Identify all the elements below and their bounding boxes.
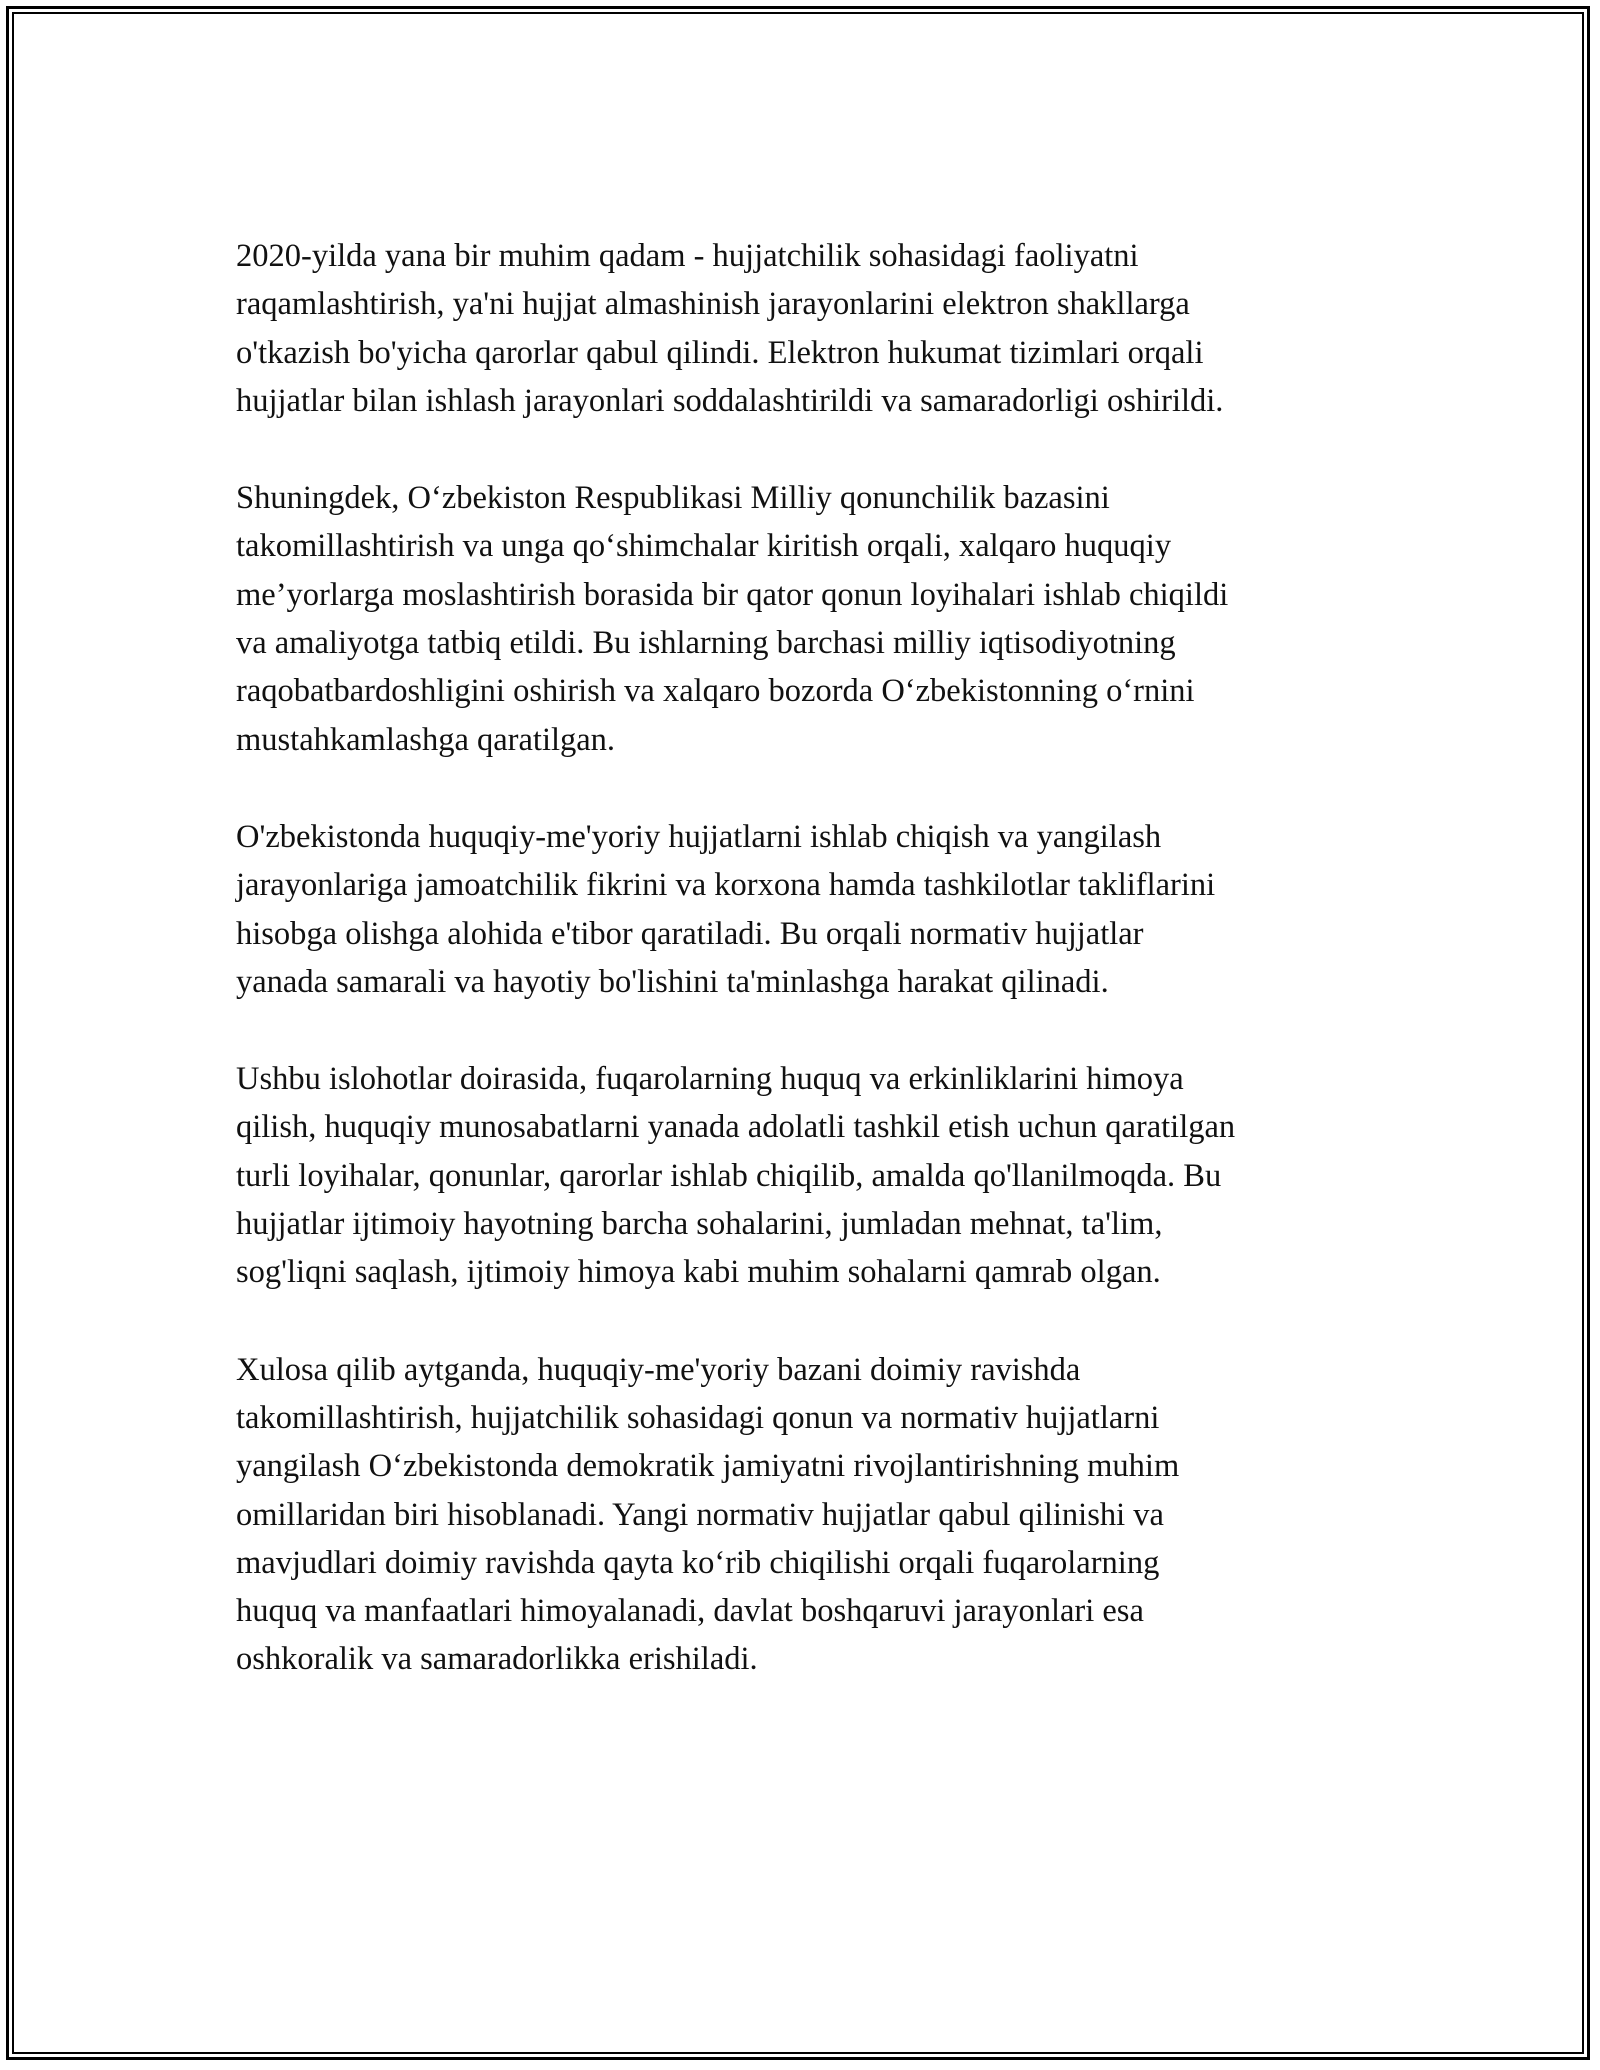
text-line: takomillashtirish va unga qo‘shimchalar kiritish orqali, xalqaro huquqiy [236,528,1172,565]
text-line: raqamlashtirish, ya'ni hujjat almashinish jarayonlarini elektron shakllarga [236,286,1190,323]
text-line: O'zbekistonda huquqiy-me'yoriy hujjatlarni ishlab chiqish va yangilash [236,818,1162,855]
text-line: me’yorlarga moslashtirish borasida bir qator qonun loyihalari ishlab chiqildi [236,576,1229,613]
text-line: raqobatbardoshligini oshirish va xalqaro bozorda O‘zbekistonning o‘rnini [236,673,1195,710]
text-line: yangilash O‘zbekistonda demokratik jamiyatni rivojlantirishning muhim [236,1448,1180,1485]
text-line: mavjudlari doimiy ravishda qayta ko‘rib chiqilishi orqali fuqarolarning [236,1544,1160,1581]
text-line: jarayonlariga jamoatchilik fikrini va korxona hamda tashkilotlar takliflarini [236,867,1216,904]
paragraph-4 [236,1055,1386,1296]
text-line: hujjatlar ijtimoiy hayotning barcha sohalarini, jumladan mehnat, ta'lim, [236,1206,1163,1243]
text-line: va amaliyotga tatbiq etildi. Bu ishlarning barchasi milliy iqtisodiyotning [236,625,1176,662]
paragraph-1 [236,232,1386,425]
text-line: hisobga olishga alohida e'tibor qaratiladi. Bu orqali normativ hujjatlar [236,915,1144,952]
text-line: turli loyihalar, qonunlar, qarorlar ishlab chiqilib, amalda qo'llanilmoqda. Bu [236,1157,1222,1194]
text-line: sog'liqni saqlash, ijtimoiy himoya kabi muhim sohalarni qamrab olgan. [236,1254,1161,1291]
text-line: o'tkazish bo'yicha qarorlar qabul qilindi. Elektron hukumat tizimlari orqali [236,334,1204,371]
text-line: omillaridan biri hisoblanadi. Yangi normativ hujjatlar qabul qilinishi va [236,1496,1164,1533]
paragraph-5 [236,1346,1386,1684]
text-line: mustahkamlashga qaratilgan. [236,721,616,758]
text-line: Xulosa qilib aytganda, huquqiy-me'yoriy bazani doimiy ravishda [236,1351,1081,1388]
paragraph-2 [236,474,1386,764]
text-line: takomillashtirish, hujjatchilik sohasidagi qonun va normativ hujjatlarni [236,1399,1160,1436]
text-line: yanada samarali va hayotiy bo'lishini ta'minlashga harakat qilinadi. [236,963,1109,1000]
text-line: oshkoralik va samaradorlikka erishiladi. [236,1641,758,1678]
text-line: 2020-yilda yana bir muhim qadam - hujjatchilik sohasidagi faoliyatni [236,238,1139,274]
text-line: Ushbu islohotlar doirasida, fuqarolarning huquq va erkinliklarini himoya [236,1061,1184,1098]
document-body [236,232,1386,1733]
text-line: Shuningdek, O‘zbekiston Respublikasi Milliy qonunchilik bazasini [236,480,1110,517]
paragraph-3 [236,813,1386,1006]
text-line: qilish, huquqiy munosabatlarni yanada adolatli tashkil etish uchun qaratilgan [236,1109,1236,1146]
text-line: huquq va manfaatlari himoyalanadi, davlat boshqaruvi jarayonlari esa [236,1593,1144,1630]
text-line: hujjatlar bilan ishlash jarayonlari soddalashtirildi va samaradorligi oshirildi. [236,382,1224,419]
